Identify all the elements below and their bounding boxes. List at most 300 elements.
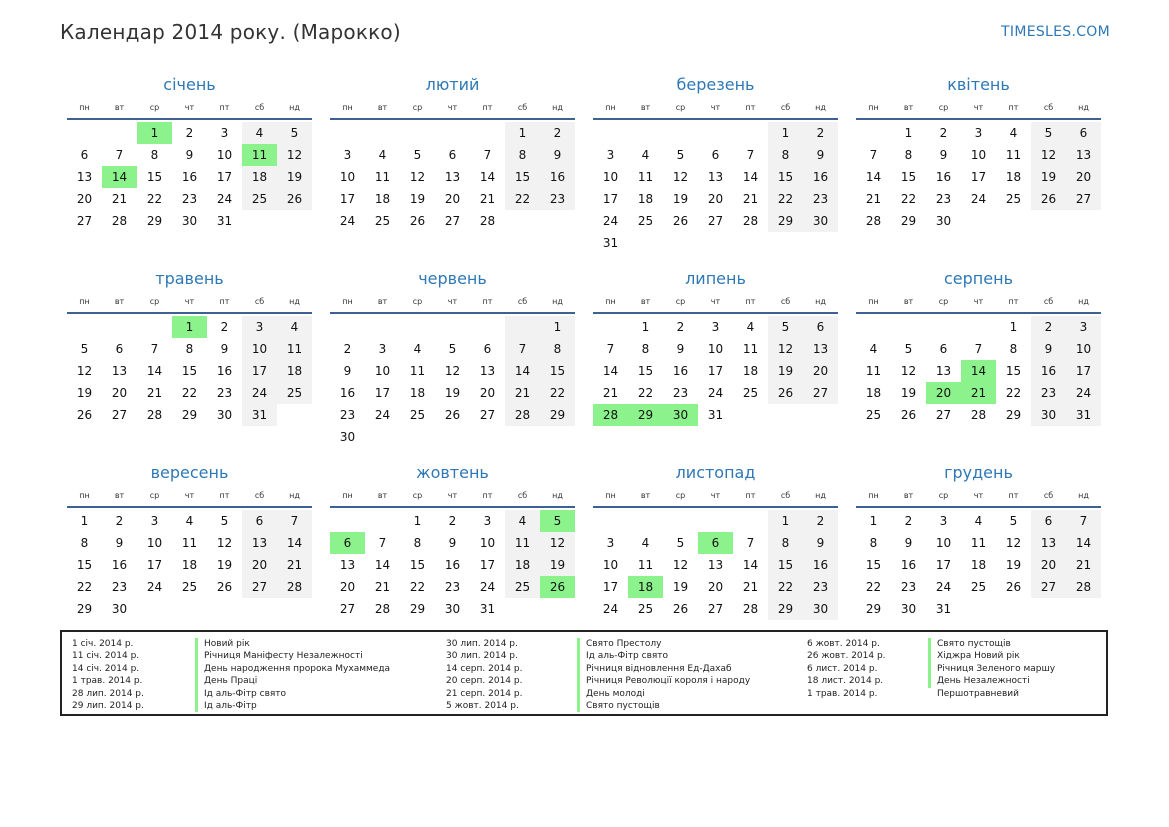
day-cell: 3 [150,514,159,528]
day-cell: 27 [339,602,356,616]
day-cell: 22 [865,580,882,594]
day-cell: 7 [606,342,615,356]
day-cell: 9 [904,536,913,550]
day-cell: 23 [935,192,952,206]
day-cell: 18 [1005,170,1022,184]
day-cell: 16 [540,166,575,188]
weekday-label: чт [184,491,195,500]
day-cell: 7 [974,342,983,356]
day-cell: 25 [374,214,391,228]
day-cell: 26 [672,214,689,228]
day-cell: 13 [242,532,277,554]
day-cell: 23 [803,188,838,210]
weekday-label: пт [745,103,756,112]
day-cell: 20 [76,192,93,206]
day-cell: 21 [111,192,128,206]
header-rule [593,506,838,508]
day-cell: 5 [80,342,89,356]
empty-cell [663,122,698,144]
day-cell: 13 [707,170,724,184]
weekday-label: вт [640,491,651,500]
holiday-day: 26 [540,576,575,598]
day-cell: 26 [76,408,93,422]
day-cell: 6 [115,342,124,356]
day-cell: 3 [606,536,615,550]
legend-date: 1 січ. 2014 р. [72,639,134,649]
day-cell: 4 [378,148,387,162]
day-cell: 9 [220,342,229,356]
day-cell: 24 [242,382,277,404]
day-cell: 17 [374,386,391,400]
day-cell: 8 [641,342,650,356]
weekday-label: ср [675,103,686,112]
header-rule [593,312,838,314]
day-cell: 13 [76,170,93,184]
day-cell: 19 [444,386,461,400]
day-cell: 28 [742,214,759,228]
day-cell: 4 [641,536,650,550]
day-cell: 29 [900,214,917,228]
day-cell: 22 [900,192,917,206]
day-cell: 9 [676,342,685,356]
legend-dates-column [72,638,144,712]
day-cell: 18 [409,386,426,400]
day-cell: 25 [409,408,426,422]
legend-dates-column [807,638,886,700]
day-grid [593,510,838,620]
day-cell: 13 [1031,532,1066,554]
empty-cell [400,122,435,144]
weekday-header [593,488,838,504]
day-cell: 18 [374,192,391,206]
day-cell: 18 [242,166,277,188]
month-10 [330,460,575,620]
day-cell: 25 [970,580,987,594]
weekday-label: чт [447,297,458,306]
day-cell: 16 [803,554,838,576]
weekday-label: нд [1078,491,1089,500]
day-cell: 15 [181,364,198,378]
day-grid [67,510,312,620]
day-cell: 13 [1066,144,1101,166]
day-cell: 7 [483,148,492,162]
day-cell: 19 [1005,558,1022,572]
day-cell: 9 [343,364,352,378]
weekday-label: чт [710,491,721,500]
day-cell: 5 [768,316,803,338]
month-name: листопад [675,463,756,482]
day-cell: 16 [935,170,952,184]
day-cell: 10 [970,148,987,162]
day-cell: 19 [672,192,689,206]
weekday-label: ср [675,297,686,306]
day-cell: 5 [1009,514,1018,528]
weekday-label: пн [605,491,616,500]
empty-cell [891,316,926,338]
holiday-day: 5 [540,510,575,532]
weekday-label: пн [342,491,353,500]
day-grid [330,510,575,620]
header-rule [330,506,575,508]
legend-date: 1 трав. 2014 р. [72,676,143,687]
day-cell: 25 [181,580,198,594]
legend-holiday-name: День народження пророка Мухаммеда [195,663,390,675]
legend-names-column [195,638,390,712]
day-cell: 22 [409,580,426,594]
legend-holiday-name: Річниця відновлення Ед-Дахаб [577,663,750,675]
day-cell: 26 [409,214,426,228]
day-cell: 8 [768,144,803,166]
day-cell: 15 [865,558,882,572]
day-cell: 19 [768,360,803,382]
day-cell: 1 [1009,320,1018,334]
day-cell: 17 [707,364,724,378]
weekday-label: пт [219,103,230,112]
day-cell: 10 [146,536,163,550]
day-cell: 12 [277,144,312,166]
month-name: травень [155,269,224,288]
empty-cell [505,316,540,338]
day-cell: 12 [672,170,689,184]
day-cell: 2 [1031,316,1066,338]
day-cell: 30 [935,214,952,228]
empty-cell [137,316,172,338]
day-cell: 4 [869,342,878,356]
day-cell: 9 [115,536,124,550]
day-cell: 15 [1005,364,1022,378]
legend-date: 14 серп. 2014 р. [446,663,523,674]
site-link[interactable]: TIMESLES.COM [1001,24,1110,40]
day-cell: 4 [505,510,540,532]
empty-cell [733,122,768,144]
day-cell: 24 [216,192,233,206]
day-cell: 11 [865,364,882,378]
day-cell: 5 [904,342,913,356]
day-cell: 23 [540,188,575,210]
day-cell: 21 [1066,554,1101,576]
legend-date: 29 лип. 2014 р. [72,700,144,711]
day-cell: 16 [444,558,461,572]
day-cell: 8 [869,536,878,550]
day-cell: 29 [865,602,882,616]
day-cell: 22 [76,580,93,594]
empty-cell [102,316,137,338]
day-cell: 14 [146,364,163,378]
legend-date: 14 січ. 2014 р. [72,663,140,674]
day-cell: 31 [602,236,619,250]
day-cell: 12 [1005,536,1022,550]
day-grid [856,122,1101,232]
day-cell: 12 [444,364,461,378]
day-cell: 20 [444,192,461,206]
day-cell: 16 [216,364,233,378]
month-3 [593,72,838,254]
day-cell: 28 [1066,576,1101,598]
day-cell: 29 [76,602,93,616]
day-cell: 27 [76,214,93,228]
day-cell: 22 [768,576,803,598]
day-cell: 16 [803,166,838,188]
day-cell: 24 [479,580,496,594]
day-cell: 10 [935,536,952,550]
weekday-label: вт [903,297,914,306]
day-cell: 3 [606,148,615,162]
day-cell: 3 [711,320,720,334]
day-cell: 10 [216,148,233,162]
day-cell: 21 [505,382,540,404]
day-cell: 2 [343,342,352,356]
day-cell: 10 [602,170,619,184]
day-grid [67,316,312,426]
day-cell: 31 [479,602,496,616]
day-cell: 17 [970,170,987,184]
day-cell: 7 [869,148,878,162]
day-cell: 4 [185,514,194,528]
weekday-label: пт [1008,491,1019,500]
day-grid [330,316,575,448]
weekday-label: чт [710,297,721,306]
empty-cell [628,122,663,144]
legend-holiday-name: День молоді [577,688,750,700]
day-cell: 18 [865,386,882,400]
day-cell: 2 [676,320,685,334]
day-cell: 20 [803,360,838,382]
day-cell: 8 [904,148,913,162]
holiday-day: 29 [628,404,663,426]
day-cell: 7 [505,338,540,360]
day-cell: 11 [637,170,654,184]
day-cell: 28 [479,214,496,228]
day-cell: 15 [76,558,93,572]
day-cell: 25 [242,188,277,210]
day-cell: 12 [216,536,233,550]
day-cell: 2 [803,510,838,532]
day-cell: 21 [602,386,619,400]
day-cell: 14 [505,360,540,382]
day-cell: 28 [742,602,759,616]
empty-cell [628,510,663,532]
day-cell: 24 [602,214,619,228]
day-cell: 7 [1066,510,1101,532]
legend-holiday-name: Хіджра Новий рік [928,650,1055,662]
day-cell: 6 [939,342,948,356]
weekday-label: вт [377,491,388,500]
empty-cell [435,122,470,144]
day-cell: 25 [742,386,759,400]
weekday-label: нд [1078,103,1089,112]
month-name: квітень [947,75,1010,94]
weekday-label: пн [868,103,879,112]
day-cell: 15 [409,558,426,572]
day-cell: 10 [242,338,277,360]
day-cell: 22 [768,188,803,210]
day-cell: 17 [479,558,496,572]
day-cell: 4 [1009,126,1018,140]
weekday-label: вт [114,491,125,500]
holiday-day: 30 [663,404,698,426]
empty-cell [330,316,365,338]
weekday-label: пн [868,297,879,306]
day-cell: 14 [865,170,882,184]
day-cell: 5 [448,342,457,356]
day-cell: 19 [216,558,233,572]
holiday-day: 6 [330,532,365,554]
day-cell: 8 [80,536,89,550]
day-cell: 1 [80,514,89,528]
day-cell: 30 [803,598,838,620]
day-cell: 11 [1005,148,1022,162]
day-cell: 15 [505,166,540,188]
day-cell: 1 [540,316,575,338]
month-name: січень [163,75,216,94]
day-cell: 24 [707,386,724,400]
day-cell: 27 [935,408,952,422]
weekday-label: нд [815,103,826,112]
day-cell: 6 [448,148,457,162]
day-cell: 3 [343,148,352,162]
weekday-label: нд [289,491,300,500]
day-cell: 28 [505,404,540,426]
day-cell: 7 [746,148,755,162]
day-cell: 24 [935,580,952,594]
legend-dates-column [446,638,522,712]
day-cell: 19 [76,386,93,400]
weekday-header [856,488,1101,504]
empty-cell [365,122,400,144]
day-cell: 23 [1031,382,1066,404]
weekday-label: ср [938,491,949,500]
day-cell: 28 [374,602,391,616]
day-cell: 29 [1005,408,1022,422]
empty-cell [961,316,996,338]
day-cell: 15 [637,364,654,378]
weekday-label: нд [1078,297,1089,306]
day-cell: 21 [865,192,882,206]
day-cell: 28 [111,214,128,228]
day-cell: 3 [378,342,387,356]
day-cell: 24 [374,408,391,422]
day-cell: 18 [181,558,198,572]
day-cell: 31 [707,408,724,422]
day-cell: 20 [1031,554,1066,576]
header-rule [856,118,1101,120]
day-cell: 19 [672,580,689,594]
legend-holiday-name: Річниця Зеленого маршу [928,663,1055,675]
day-cell: 7 [746,536,755,550]
legend-holiday-name: Ід аль-Фітр [195,700,390,712]
day-cell: 2 [220,320,229,334]
weekday-label: вт [377,103,388,112]
month-name: червень [418,269,487,288]
month-5 [67,266,312,426]
day-cell: 26 [768,382,803,404]
weekday-label: чт [184,103,195,112]
weekday-label: нд [552,103,563,112]
weekday-label: пт [482,297,493,306]
day-cell: 13 [935,364,952,378]
day-cell: 6 [711,148,720,162]
holiday-day: 20 [926,382,961,404]
day-cell: 29 [146,214,163,228]
weekday-header [856,294,1101,310]
day-cell: 1 [904,126,913,140]
day-cell: 1 [768,510,803,532]
weekday-label: сб [517,491,528,500]
day-cell: 23 [339,408,356,422]
header-rule [67,118,312,120]
weekday-label: вт [903,103,914,112]
empty-cell [593,122,628,144]
weekday-label: сб [254,297,265,306]
day-cell: 8 [413,536,422,550]
day-cell: 31 [935,602,952,616]
day-cell: 1 [505,122,540,144]
day-cell: 8 [150,148,159,162]
day-cell: 8 [768,532,803,554]
day-cell: 27 [803,382,838,404]
empty-cell [856,122,891,144]
weekday-label: ср [675,491,686,500]
day-cell: 6 [242,510,277,532]
weekday-label: пт [1008,103,1019,112]
day-cell: 23 [444,580,461,594]
day-cell: 5 [676,536,685,550]
legend-holiday-name: День Незалежності [928,675,1055,687]
weekday-label: вт [903,491,914,500]
day-cell: 17 [935,558,952,572]
day-cell: 1 [768,122,803,144]
day-cell: 23 [181,192,198,206]
header-rule [330,312,575,314]
weekday-label: чт [973,297,984,306]
day-cell: 9 [939,148,948,162]
weekday-label: пт [1008,297,1019,306]
day-cell: 3 [242,316,277,338]
legend-date: 21 серп. 2014 р. [446,688,523,699]
empty-cell [365,510,400,532]
header-rule [593,118,838,120]
day-cell: 4 [641,148,650,162]
day-cell: 3 [939,514,948,528]
empty-cell [698,122,733,144]
day-cell: 2 [448,514,457,528]
empty-cell [400,316,435,338]
day-cell: 19 [540,554,575,576]
month-name: серпень [944,269,1013,288]
day-cell: 16 [672,364,689,378]
weekday-label: сб [780,297,791,306]
day-cell: 26 [1005,580,1022,594]
day-cell: 23 [900,580,917,594]
day-cell: 4 [277,316,312,338]
day-cell: 10 [479,536,496,550]
weekday-header [593,100,838,116]
month-9 [67,460,312,620]
empty-cell [593,316,628,338]
day-cell: 14 [374,558,391,572]
weekday-label: сб [517,103,528,112]
day-grid [330,122,575,232]
day-cell: 6 [80,148,89,162]
weekday-label: пн [605,297,616,306]
day-cell: 13 [479,364,496,378]
day-cell: 17 [339,192,356,206]
holiday-day: 21 [961,382,996,404]
day-cell: 28 [277,576,312,598]
day-cell: 19 [277,166,312,188]
day-cell: 2 [904,514,913,528]
empty-cell [67,122,102,144]
